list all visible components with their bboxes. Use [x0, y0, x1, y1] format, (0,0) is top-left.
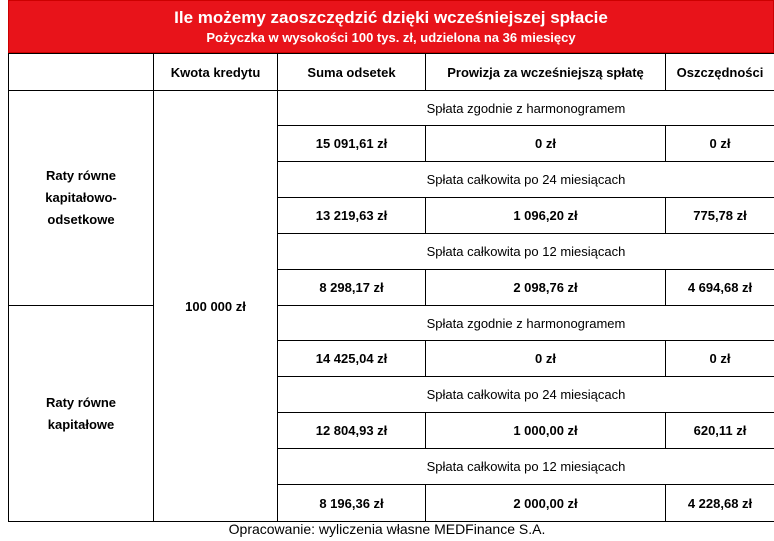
col-header-fee: Prowizja za wcześniejszą spłatę — [426, 54, 666, 91]
fee-cell: 1 000,00 zł — [426, 413, 666, 449]
table-subtitle: Pożyczka w wysokości 100 tys. zł, udzielona na 36 miesięcy — [206, 30, 576, 45]
scenario-title: Spłata całkowita po 24 miesiącach — [278, 162, 774, 198]
scenario-title: Spłata zgodnie z harmonogramem — [278, 306, 774, 341]
col-header-savings: Oszczędności — [666, 54, 774, 91]
interest-cell: 14 425,04 zł — [278, 341, 426, 377]
scenario-title: Spłata zgodnie z harmonogramem — [278, 91, 774, 126]
savings-cell: 4 228,68 zł — [666, 485, 774, 522]
col-header-amount: Kwota kredytu — [154, 54, 278, 91]
fee-cell: 0 zł — [426, 126, 666, 162]
group-label: Raty równe kapitałowo- odsetkowe — [9, 91, 154, 306]
savings-cell: 4 694,68 zł — [666, 270, 774, 306]
interest-cell: 12 804,93 zł — [278, 413, 426, 449]
interest-cell: 15 091,61 zł — [278, 126, 426, 162]
col-header-interest: Suma odsetek — [278, 54, 426, 91]
loan-amount-cell: 100 000 zł — [154, 91, 278, 522]
scenario-title-row — [9, 91, 774, 126]
scenario-title-row — [9, 306, 774, 341]
fee-cell: 0 zł — [426, 341, 666, 377]
header-row — [9, 54, 774, 91]
savings-cell: 0 zł — [666, 341, 774, 377]
fee-cell: 2 098,76 zł — [426, 270, 666, 306]
scenario-title: Spłata całkowita po 12 miesiącach — [278, 234, 774, 270]
source-note: Opracowanie: wyliczenia własne MEDFinance S.A. — [228, 521, 546, 537]
savings-cell: 620,11 zł — [666, 413, 774, 449]
fee-cell: 2 000,00 zł — [426, 485, 666, 522]
fee-cell: 1 096,20 zł — [426, 198, 666, 234]
savings-table — [8, 53, 774, 522]
scenario-title: Spłata całkowita po 12 miesiącach — [278, 449, 774, 485]
interest-cell: 8 298,17 zł — [278, 270, 426, 306]
group-label: Raty równe kapitałowe — [9, 306, 154, 522]
interest-cell: 13 219,63 zł — [278, 198, 426, 234]
savings-cell: 0 zł — [666, 126, 774, 162]
table-title: Ile możemy zaoszczędzić dzięki wcześniejszej spłacie — [174, 8, 608, 27]
scenario-title: Spłata całkowita po 24 miesiącach — [278, 377, 774, 413]
corner-cell — [9, 54, 154, 91]
interest-cell: 8 196,36 zł — [278, 485, 426, 522]
savings-cell: 775,78 zł — [666, 198, 774, 234]
table-header — [8, 0, 774, 53]
